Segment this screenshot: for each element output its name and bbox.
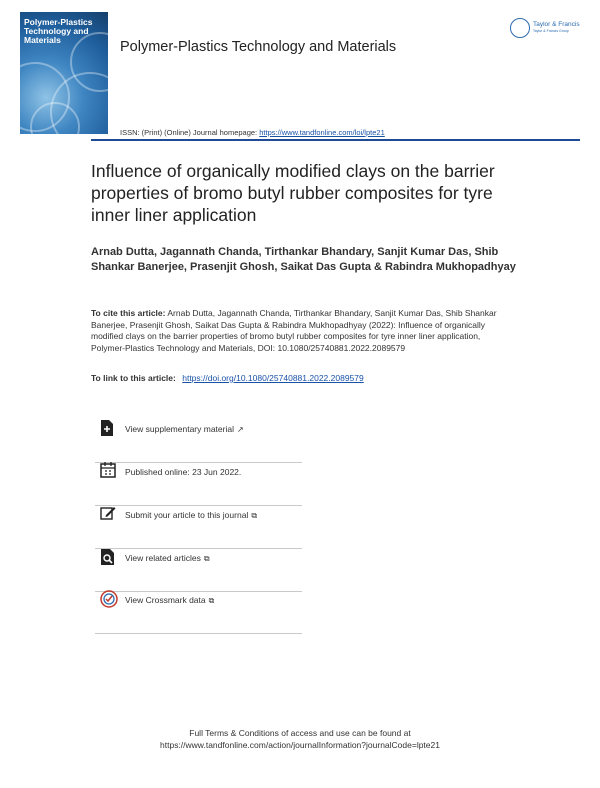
citation-doi: 10.1080/25740881.2022.2089579 (277, 342, 406, 353)
published-online-row (95, 462, 302, 506)
published-online-label: Published online: 23 Jun 2022. (125, 467, 242, 477)
journal-cover-image (20, 12, 108, 134)
external-link-icon: ↗ (236, 425, 244, 434)
related-articles-label[interactable]: View related articles ⧉ (125, 553, 210, 563)
citation-text: Arnab Dutta, Jagannath Chanda, Tirthankar Bhandary, Sanjit Kumar Das, Shib Shankar Banerjee, Prasenjit Ghosh, Saikat Das Gupta & Rabindra Mukhopadhyay (2022): Influence of organically modified clays on the barrier properties of bromo butyl rubber composites for tyre inner liner application, Polymer-Plastics Technology and Materials, DOI: (91, 308, 497, 353)
publisher-sub: Taylor & Francis Group (533, 29, 569, 33)
article-authors: Arnab Dutta, Jagannath Chanda, Tirthankar Bhandary, Sanjit Kumar Das, Shib Shankar Banerjee, Prasenjit Ghosh, Saikat Das Gupta & Rabindra Mukhopadhyay (91, 246, 516, 273)
doi-link[interactable]: https://doi.org/10.1080/25740881.2022.2089579 (182, 373, 364, 383)
submit-article-row[interactable] (95, 505, 302, 549)
crossmark-label[interactable]: View Crossmark data ⧉ (125, 595, 215, 605)
article-title: Influence of organically modified clays on the barrier properties of bromo butyl rubber composites for tyre inner liner application (91, 161, 495, 225)
issn-line (120, 128, 385, 137)
link-label: To link to this article: (91, 373, 176, 383)
related-search-icon (100, 548, 120, 570)
terms-text: Full Terms & Conditions of access and use can be found at (189, 728, 411, 738)
journal-title: Polymer-Plastics Technology and Materials (120, 39, 397, 55)
calendar-icon (100, 462, 120, 484)
crossmark-row[interactable] (95, 590, 302, 634)
citation-label: To cite this article: (91, 308, 166, 318)
edit-icon (100, 505, 120, 527)
plus-document-icon (100, 419, 120, 441)
crossmark-icon (100, 590, 120, 612)
issn-text: ISSN: (Print) (Online) Journal homepage: (120, 128, 258, 137)
terms-url[interactable]: https://www.tandfonline.com/action/journalInformation?journalCode=lpte21 (160, 740, 440, 750)
related-articles-row[interactable] (95, 548, 302, 592)
supplementary-material-row[interactable] (95, 419, 302, 463)
terms-footer (0, 727, 600, 751)
citation-block (91, 308, 511, 354)
header-divider (91, 139, 580, 141)
external-link-icon: ⧉ (251, 511, 258, 520)
publisher-logo-icon (510, 18, 530, 38)
external-link-icon: ⧉ (208, 596, 215, 605)
cover-title: Polymer-Plastics Technology and Materials (24, 17, 93, 45)
publisher-name: Taylor & Francis (533, 21, 580, 28)
supplementary-material-label[interactable]: View supplementary material ↗ (125, 424, 244, 434)
external-link-icon: ⧉ (203, 554, 210, 563)
submit-article-label[interactable]: Submit your article to this journal ⧉ (125, 510, 258, 520)
article-link-line (91, 373, 364, 383)
journal-homepage-link[interactable]: https://www.tandfonline.com/loi/lpte21 (259, 128, 385, 137)
publisher-logo[interactable] (510, 18, 584, 38)
